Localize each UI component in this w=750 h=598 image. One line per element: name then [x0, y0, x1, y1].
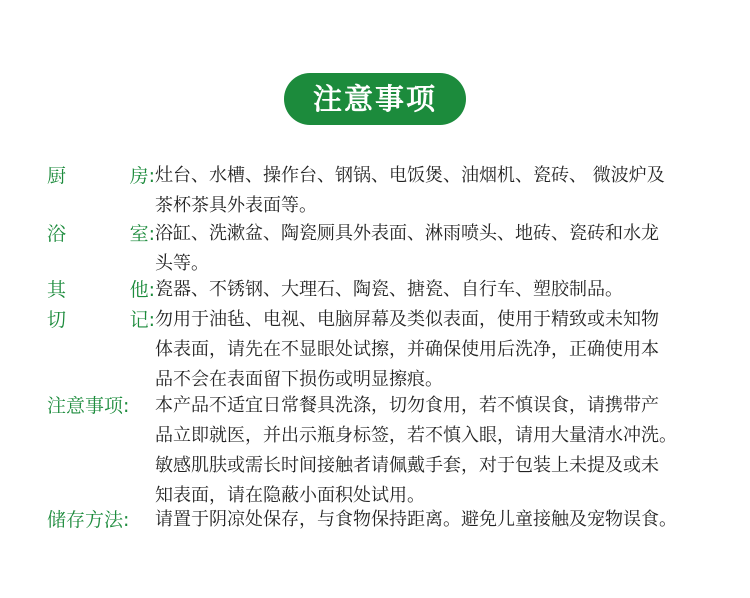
- section-text: 瓷器、不锈钢、大理石、陶瓷、搪瓷、自行车、塑胶制品。: [155, 279, 623, 300]
- section-text: 请置于阴凉处保存，与食物保持距离。避免儿童接触及宠物误食。: [155, 509, 677, 530]
- section-label: 储存方法:: [47, 509, 130, 531]
- section-label: 注意事项:: [47, 395, 130, 417]
- section-storage: [47, 505, 715, 535]
- section-other: [47, 275, 715, 305]
- section-remember: [47, 305, 715, 395]
- section-label: 其 他:: [47, 279, 155, 301]
- section-text: 浴缸、洗漱盆、陶瓷厕具外表面、淋雨喷头、地砖、瓷砖和水龙 头等。: [155, 223, 659, 274]
- section-label: 厨 房:: [47, 165, 155, 187]
- section-kitchen: [47, 161, 715, 221]
- section-label: 切 记:: [47, 309, 155, 331]
- section-label: 浴 室:: [47, 223, 155, 245]
- section-text: 勿用于油毡、电视、电脑屏幕及类似表面，使用于精致或未知物 体表面，请先在不显眼处试擦，并确保使用后洗净，正确使用本 品不会在表面留下损伤或明显擦痕。: [155, 309, 659, 390]
- section-precautions: [47, 391, 715, 511]
- section-text: 本产品不适宜日常餐具洗涤，切勿食用，若不慎误食，请携带产 品立即就医，并出示瓶身标签，若不慎入眼，请用大量清水冲洗。 敏感肌肤或需长时间接触者请佩戴手套，对于包装上未提及或未 知表面，请在隐蔽小面积处试用。: [155, 395, 677, 506]
- page-title: 注意事项: [284, 73, 466, 125]
- section-text: 灶台、水槽、操作台、钢锅、电饭煲、油烟机、瓷砖、 微波炉及 茶杯茶具外表面等。: [155, 165, 665, 216]
- section-bathroom: [47, 219, 715, 279]
